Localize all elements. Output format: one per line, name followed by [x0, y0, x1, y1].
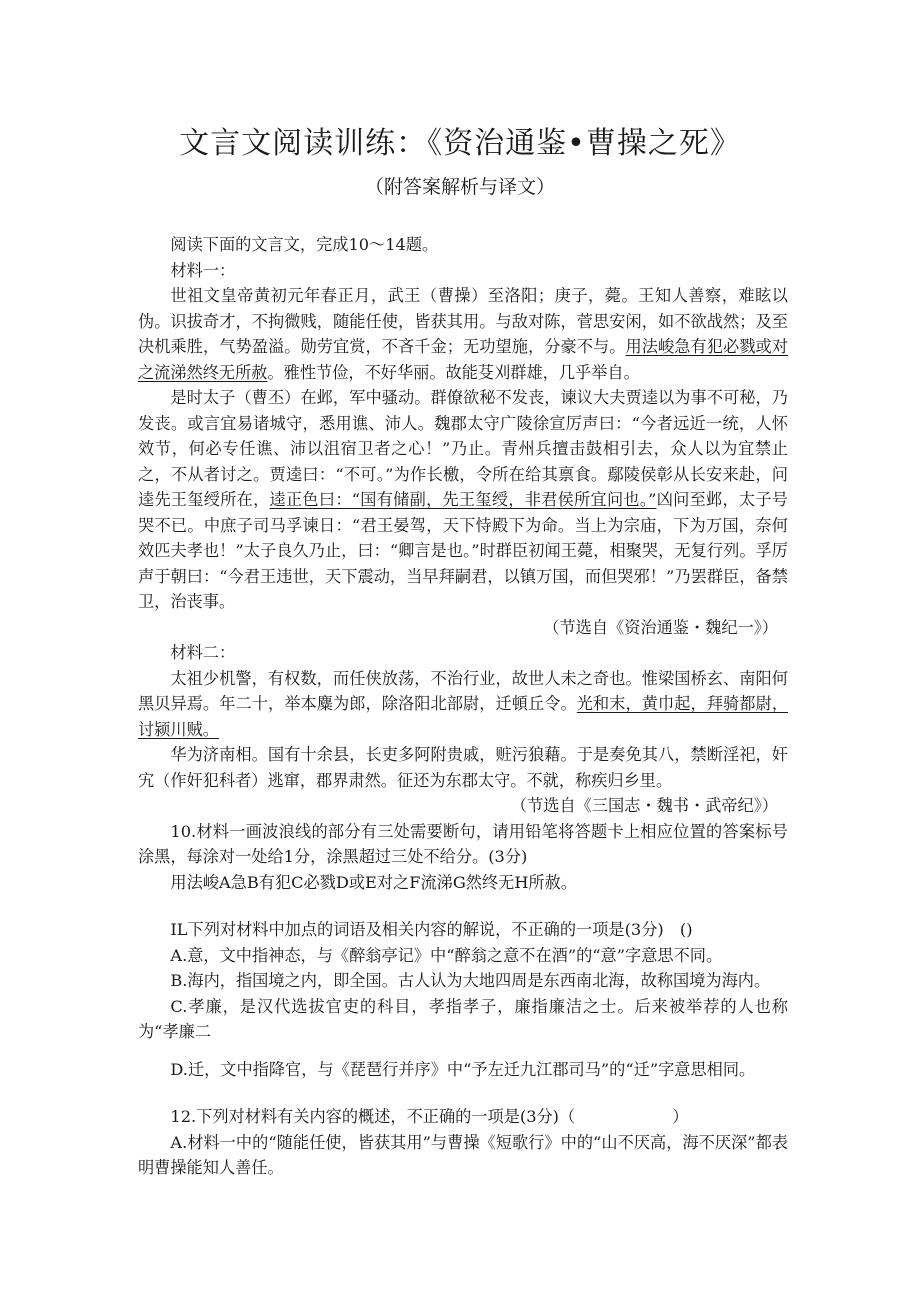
- document-subtitle: （附答案解析与译文）: [364, 176, 555, 198]
- question-12: 12.下列对材料有关内容的概述，不正确的一项是(3分)（ ）: [170, 1107, 689, 1126]
- underlined-sentence-2: 光和末，黄巾起，拜骑都尉，讨颍川贼。: [138, 694, 789, 739]
- material-one-paragraph-2: [138, 385, 788, 615]
- question-11-option-b: B.海内，指国境之内，即全国。古人认为大地四周是东西南北海，故称国境为海内。: [170, 971, 771, 990]
- question-12-option-a: A.材料一中的“随能任使，皆获其用”与曹操《短歌行》中的“山不厌高，海不厌深”都表明曹操能知人善任。: [138, 1132, 788, 1177]
- question-10: 10.材料一画波浪线的部分有三处需要断句，请用铅笔将答题卡上相应位置的答案标号涂黑，每涂对一处给1分，涂黑超过三处不给分。(3分): [138, 821, 788, 866]
- intro-line: 阅读下面的文言文，完成10～14题。: [170, 235, 439, 254]
- document-body: [138, 232, 788, 1181]
- m1-p2-text-a: 是时太子（曹丕）在邺，军中骚动。群僚欲秘不发丧，谏议大夫贾逵以为事不可秘，乃发丧。或言宜易诸城守，悉用谯、沛人。魏郡太守广陵徐宣厉声曰：“今者远近一统，人怀效节，何必专任谯、沛以沮宿卫者之心！”乃止。青州兵擅击鼓相引去，众人以为宜禁止之，不从者讨之。贾逵曰：“不可。”为作长檄，令所在给其禀食。鄢陵侯彰从长安来赴，问逵先王玺绶所在，: [138, 388, 788, 509]
- wavy-underlined-passage: 用法峻急有犯必戮或对之流涕然终无所赦: [138, 337, 788, 382]
- material-two-label: 材料二：: [170, 643, 236, 662]
- material-one-source: （节选自《资治通鉴・魏纪一》）: [543, 617, 778, 637]
- material-one-label: 材料一：: [170, 260, 236, 280]
- m1-p2-text-b: 凶问至邺，太子号哭不已。中庶子司马孚谏日：“君王晏驾，天下恃殿下为命。当上为宗庙，下为万国，奈何效匹夫孝也！”太子良久乃止，曰：“卿言是也。”时群臣初闻王薨，相聚哭，无复行列。孚厉声于朝曰：“今君王违世，天下震动，当早拜嗣君，以镇万国，而但哭邪！”乃罢群臣，备禁卫，治丧事。: [138, 490, 788, 611]
- m2-p1-text-a: 太祖少机警，有权数，而任侠放荡，不治行业，故世人未之奇也。惟梁国桥玄、南阳何黑贝异焉。年二十，举本麋为郎，除洛阳北部尉，迁頓丘令。: [138, 668, 788, 713]
- material-two-paragraph-2: 华为济南相。国有十余县，长吏多阿附贵戚，赃污狼藉。于是奏免其八，禁断淫祀，奸宄（作奸犯科者）逃窜，郡界肃然。征还为东郡太守。不就，称疾归乡里。: [138, 745, 788, 790]
- question-10-options: 用法峻A急B有犯C必戮D或E对之F流涕G然终无H所赦。: [170, 872, 577, 892]
- question-11-option-a: A.意，文中指神态，与《醉翁亭记》中“醉翁之意不在酒”的“意”字意思不同。: [170, 945, 723, 965]
- m1-p1-text-a: 世祖文皇帝黄初元年春正月，武王（曹操）至洛阳；庚子，薨。王知人善察，难眩以伪。识拔奇才，不拘微贱，随能任使，皆获其用。与敌对陈，菅思安闲，如不欲战然；及至决机乘胜，气势盈溢。勋劳宜赏，不吝千金；无功望施，分豪不与。: [138, 286, 788, 356]
- underlined-sentence: 逵正色曰：“国有储副，先王玺绶，非君侯所宜问也。”: [269, 490, 657, 509]
- material-two-paragraph-1: [138, 666, 788, 743]
- document-title: 文言文阅读训练：《资治通鉴•曹操之死》: [179, 126, 741, 161]
- question-11-option-d: D.迁，文中指降官，与《琵琶行并序》中“予左迁九江郡司马”的“迁”字意思相同。: [170, 1059, 756, 1079]
- question-11: IL下列对材料中加点的词语及相关内容的解说，不正确的一项是(3分) (): [170, 920, 693, 939]
- material-two-source: （节选自《三国志・魏书・武帝纪》）: [510, 796, 778, 815]
- material-one-paragraph-1: [138, 283, 788, 385]
- question-11-option-c: C.孝廉，是汉代选拔官吏的科目，孝指孝子，廉指廉洁之士。后来被举荐的人也称为“孝廉二: [138, 996, 788, 1041]
- m1-p1-text-b: 。雅性节俭，不好华丽。故能芟刈群雄，几乎举自。: [267, 362, 640, 382]
